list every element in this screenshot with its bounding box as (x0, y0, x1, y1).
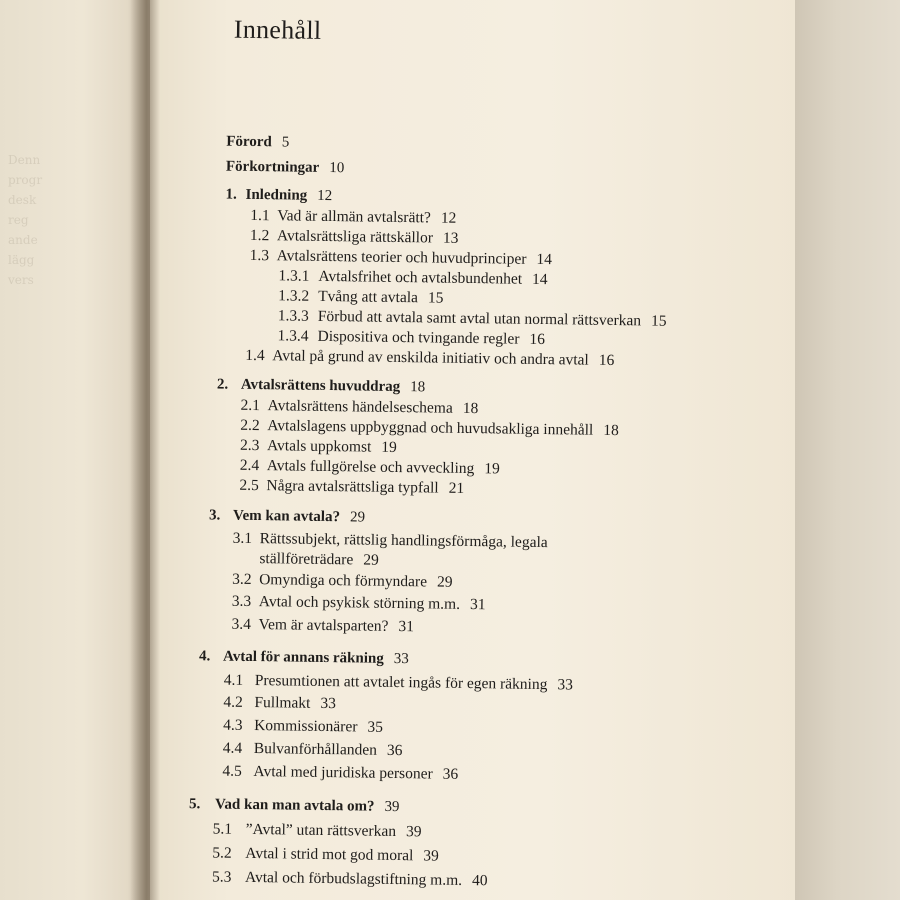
section-page: 33 (320, 694, 337, 713)
section-page: 35 (367, 718, 384, 736)
section-number: 2.4 (239, 456, 260, 475)
section-label: Avtalsrättsliga rättskällor (276, 227, 434, 247)
toc-section (250, 227, 459, 248)
section-label: Förbud att avtala samt avtal utan normal rättsverkan (317, 307, 642, 330)
section-number: 2.5 (239, 476, 259, 495)
toc-chapter-1 (225, 187, 332, 205)
section-number: 5.2 (212, 844, 232, 862)
toc-section (250, 207, 456, 228)
section-page: 18 (462, 399, 479, 418)
section-number: 2.1 (240, 396, 261, 415)
toc-section (224, 672, 573, 695)
toc-section (223, 740, 403, 761)
section-label: Några avtalsrättsliga typfall (266, 477, 439, 497)
section-label: Avtalsrättens teorier och huvudprinciper (276, 247, 527, 268)
section-page: 36 (386, 741, 403, 760)
section-label: Avtals uppkomst (266, 437, 372, 456)
toc-section (250, 247, 553, 269)
toc-section (240, 437, 397, 457)
section-page: 31 (469, 596, 486, 614)
section-number: 1.3.1 (278, 267, 310, 285)
chapter-number: 5. (188, 796, 201, 813)
toc-chapter-3 (209, 507, 365, 526)
section-label: Fullmakt (254, 694, 311, 712)
toc-section (222, 763, 458, 784)
section-number: 1.3.3 (277, 307, 309, 325)
toc-entry-forord (226, 134, 289, 152)
page-title: Innehåll (233, 14, 322, 45)
chapter-page: 33 (393, 650, 409, 668)
section-number: 1.4 (245, 346, 265, 365)
chapter-number: 2. (216, 376, 229, 393)
section-number: 1.3 (249, 246, 270, 265)
section-page: 19 (381, 438, 397, 456)
chapter-number: 3. (208, 507, 221, 524)
chapter-page: 29 (349, 509, 366, 526)
section-number: 3.2 (232, 570, 252, 588)
chapter-label: Avtalsrättens huvuddrag (240, 376, 401, 396)
toc-section (232, 593, 486, 615)
toc-section (213, 820, 422, 841)
left-page-show-through: Denn progr desk reg ande lägg vers (8, 153, 43, 287)
section-page: 33 (557, 676, 574, 694)
toc-entry-forkortningar (226, 159, 345, 178)
section-label-continuation: ställföreträdare (259, 550, 354, 569)
section-page: 40 (471, 872, 488, 890)
section-page: 29 (363, 551, 379, 569)
toc-section (231, 616, 414, 637)
chapter-label: Avtal för annans räkning (222, 648, 384, 667)
section-label: Vad är allmän avtalsrätt? (277, 207, 431, 227)
section-number: 1.2 (249, 226, 270, 245)
section-label: Avtal med juridiska personer (253, 763, 433, 783)
toc-section (223, 694, 336, 714)
section-label: Presumtionen att avtalet ingås för egen räkning (254, 672, 548, 694)
toc-section (212, 868, 488, 890)
chapter-label: Inledning (245, 186, 308, 204)
section-number: 3.1 (232, 529, 253, 547)
section-page: 39 (405, 823, 422, 841)
toc-section (233, 530, 548, 552)
chapter-page: 18 (410, 379, 426, 396)
section-number: 1.3.2 (278, 287, 310, 305)
entry-label: Förord (226, 133, 272, 151)
section-label: Avtal och psykisk störning m.m. (258, 593, 461, 613)
section-label: Avtal i strid mot god moral (245, 844, 414, 865)
toc-section (232, 571, 453, 592)
toc-subsection (278, 267, 547, 289)
section-number: 4.5 (222, 762, 242, 780)
section-number: 4.3 (223, 716, 243, 734)
toc-subsection (277, 327, 545, 349)
section-number: 3.3 (231, 592, 252, 610)
section-label: Avtalslagens uppbyggnad och huvudsakliga innehåll (267, 417, 594, 439)
toc-section (240, 417, 619, 440)
section-number: 1.1 (250, 206, 270, 225)
toc-section (239, 477, 464, 498)
toc-chapter-4 (199, 648, 409, 668)
entry-page: 5 (281, 134, 290, 151)
section-number: 5.1 (212, 820, 233, 838)
toc-section (223, 717, 383, 737)
section-page: 15 (650, 312, 667, 330)
toc-section (212, 844, 439, 865)
toc-chapter-5 (189, 796, 400, 816)
section-page: 21 (448, 479, 465, 497)
chapter-page: 39 (384, 798, 400, 816)
section-page: 19 (484, 460, 500, 478)
section-number: 4.1 (223, 671, 244, 689)
section-page: 12 (440, 209, 457, 227)
section-label: Rättssubjekt, rättslig handlingsförmåga, legala (259, 530, 548, 552)
section-number: 5.3 (211, 868, 232, 886)
section-page: 16 (598, 351, 615, 370)
toc-section (245, 347, 614, 370)
section-page: 39 (423, 847, 439, 865)
section-number: 2.2 (240, 416, 260, 435)
section-page: 29 (436, 573, 453, 591)
chapter-page: 12 (317, 187, 333, 205)
toc-chapter-2 (217, 376, 426, 396)
section-label: Avtal och förbudslagstiftning m.m. (244, 868, 463, 889)
section-label: Bulvanförhållanden (253, 740, 378, 759)
section-page: 31 (398, 618, 415, 636)
section-label: Avtals fullgörelse och avveckling (266, 457, 475, 478)
toc-section-continuation (259, 550, 379, 570)
toc-section (240, 397, 478, 418)
section-label: Avtalsrättens händelseschema (267, 397, 453, 417)
chapter-number: 1. (225, 186, 237, 203)
section-label: ”Avtal” utan rättsverkan (245, 820, 397, 841)
section-label: Omyndiga och förmyndare (259, 571, 428, 591)
section-label: Tvång att avtala (318, 287, 419, 307)
section-page: 16 (529, 330, 546, 349)
section-page: 18 (603, 421, 619, 440)
chapter-number: 4. (198, 648, 211, 665)
section-number: 1.3.4 (277, 327, 309, 345)
section-label: Dispositiva och tvingande regler (317, 327, 520, 348)
section-number: 4.2 (223, 693, 243, 711)
section-label: Avtalsfrihet och avtalsbundenhet (318, 267, 523, 288)
section-label: Vem är avtalsparten? (258, 616, 389, 635)
section-page: 15 (427, 289, 444, 307)
entry-page: 10 (329, 160, 345, 177)
section-number: 3.4 (231, 615, 252, 633)
section-label: Avtal på grund av enskilda initiativ och andra avtal (272, 347, 589, 369)
chapter-label: Vad kan man avtala om? (214, 796, 375, 815)
section-number: 4.4 (222, 739, 243, 757)
section-page: 14 (532, 270, 548, 289)
section-page: 36 (442, 765, 459, 783)
entry-label: Förkortningar (225, 158, 320, 176)
section-page: 13 (442, 229, 459, 247)
section-page: 14 (536, 250, 553, 269)
toc-section (240, 457, 500, 479)
toc-subsection (278, 287, 444, 307)
section-label: Kommissionärer (254, 717, 358, 736)
chapter-label: Vem kan avtala? (232, 507, 341, 526)
section-number: 2.3 (239, 436, 260, 455)
